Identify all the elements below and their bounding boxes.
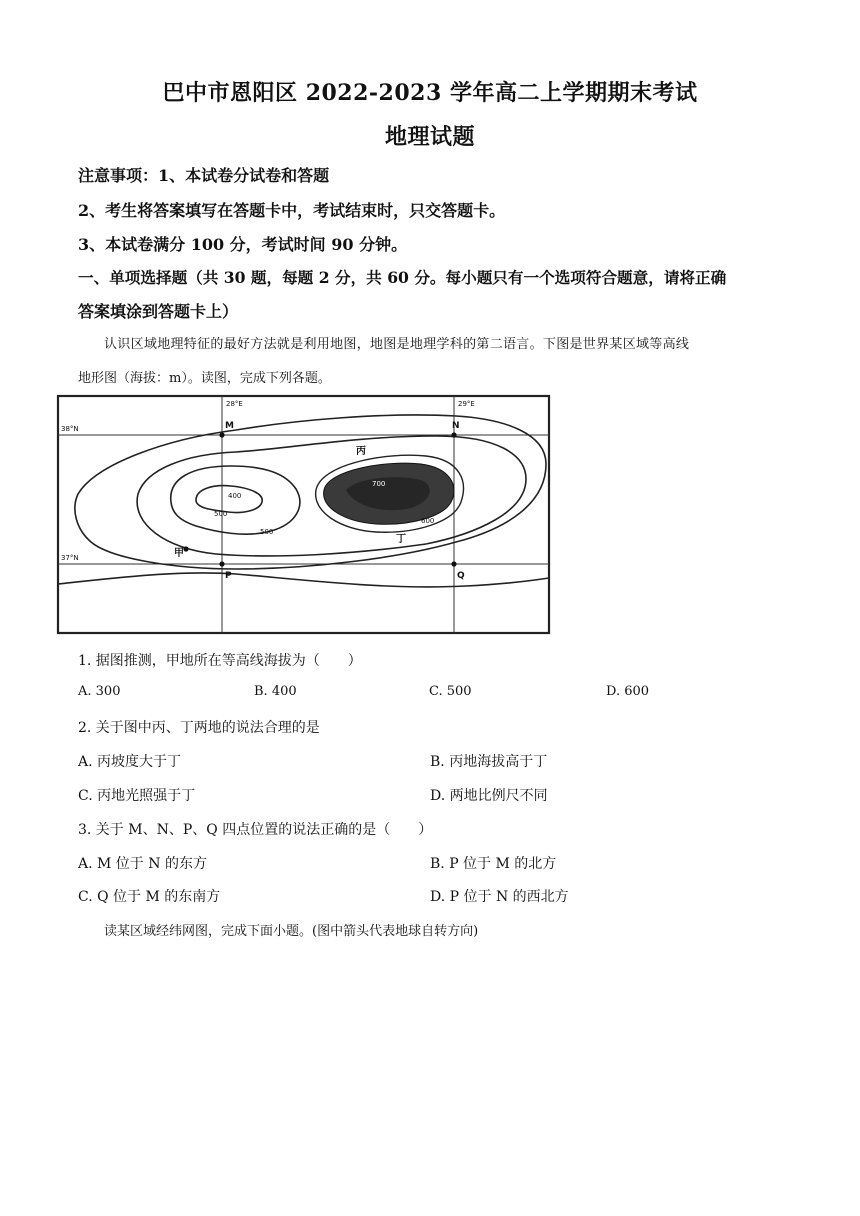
section-heading-line-2: 答案填涂到答题卡上）: [78, 302, 239, 321]
question-2-option-d: D. 两地比例尺不同: [430, 788, 548, 804]
question-3-option-a: A. M 位于 N 的东方: [78, 856, 207, 872]
map-frame: [58, 396, 549, 633]
question-1-option-d: D. 600: [606, 684, 650, 699]
question-1-option-a: A. 300: [78, 684, 121, 699]
latitude-label-bottom: 37°N: [61, 554, 79, 562]
contour-map: [56, 394, 552, 636]
point-n-dot: [451, 432, 456, 437]
longitude-label-right: 29°E: [458, 400, 475, 408]
next-section-intro: 读某区域经纬网图，完成下面小题。(图中箭头代表地球自转方向): [104, 924, 479, 939]
contour-label-400: 400: [228, 492, 242, 500]
point-p-label: P: [225, 571, 232, 581]
point-m-dot: [219, 432, 224, 437]
contour-label-500b: 500: [260, 528, 274, 536]
contour-500-ring: [171, 466, 300, 534]
notice-line-1: 注意事项：1、本试卷分试卷和答题: [78, 166, 330, 185]
question-1-stem: 1. 据图推测，甲地所在等高线海拔为（ ）: [78, 653, 362, 669]
section-heading-line-1: 一、单项选择题（共 30 题，每题 2 分，共 60 分。每小题只有一个选项符合题意，请将正确: [78, 268, 727, 287]
exam-subtitle: 地理试题: [384, 124, 475, 150]
longitude-label-left: 28°E: [226, 400, 243, 408]
point-p-dot: [219, 561, 224, 566]
point-jia-dot: [183, 546, 188, 551]
question-3-option-d: D. P 位于 N 的西北方: [430, 889, 569, 905]
contour-label-700: 700: [372, 480, 386, 488]
question-1-option-b: B. 400: [254, 684, 297, 699]
notice-line-3: 3、本试卷满分 100 分，考试时间 90 分钟。: [78, 235, 408, 254]
point-q-label: Q: [457, 571, 465, 581]
contour-south: [58, 573, 549, 587]
question-2-option-b: B. 丙地海拔高于丁: [430, 754, 548, 770]
contour-outer: [75, 415, 546, 569]
question-2-option-c: C. 丙地光照强于丁: [78, 788, 196, 804]
point-q-dot: [451, 561, 456, 566]
intro-line-2: 地形图（海拔：m）。读图，完成下列各题。: [78, 371, 331, 386]
point-n-label: N: [452, 421, 460, 431]
contour-label-600: 600: [421, 517, 435, 525]
question-2-stem: 2. 关于图中丙、丁两地的说法合理的是: [78, 720, 320, 736]
question-3-option-c: C. Q 位于 M 的东南方: [78, 889, 221, 905]
latitude-label-top: 38°N: [61, 425, 79, 433]
question-3-stem: 3. 关于 M、N、P、Q 四点位置的说法正确的是（ ）: [78, 822, 433, 838]
exam-title: 巴中市恩阳区 2022-2023 学年高二上学期期末考试: [162, 80, 698, 106]
question-1-option-c: C. 500: [429, 684, 472, 699]
place-bing-label: 丙: [356, 446, 366, 457]
contour-label-500a: 500: [214, 510, 228, 518]
place-ding-label: 丁: [396, 534, 406, 545]
question-2-option-a: A. 丙坡度大于丁: [78, 754, 182, 770]
intro-line-1: 认识区域地理特征的最好方法就是利用地图，地图是地理学科的第二语言。下图是世界某区域等高线: [104, 337, 690, 352]
notice-line-2: 2、考生将答案填写在答题卡中，考试结束时，只交答题卡。: [78, 201, 506, 220]
place-jia-label: 甲: [174, 548, 184, 559]
point-m-label: M: [225, 421, 234, 431]
question-3-option-b: B. P 位于 M 的北方: [430, 856, 557, 872]
contour-map-figure: [56, 394, 552, 636]
